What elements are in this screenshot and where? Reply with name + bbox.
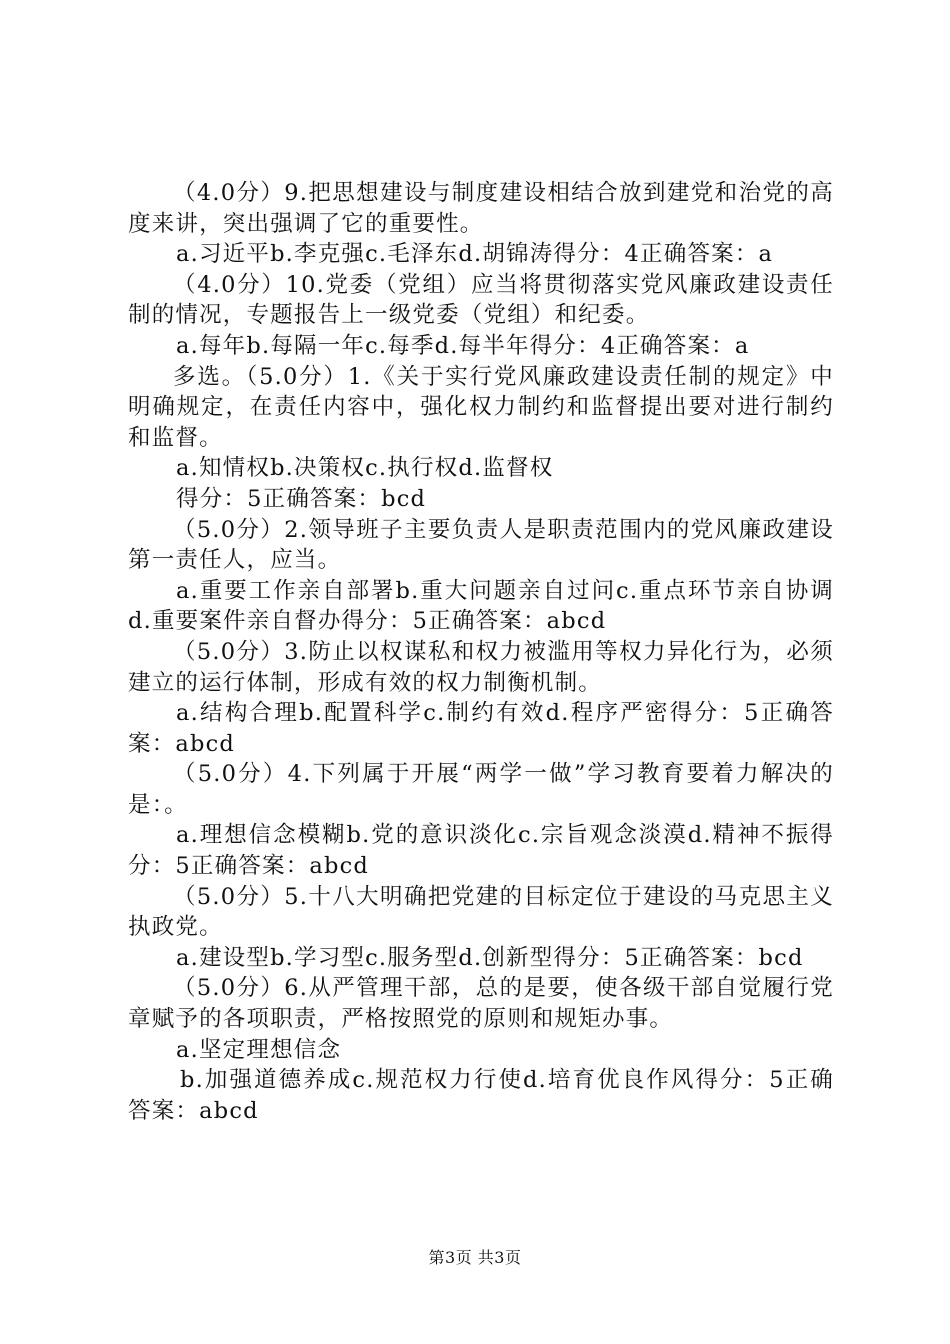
multi-question-2-options-answer: a.重要工作亲自部署b.重大问题亲自过问c.重点环节亲自协调d.重要案件亲自督办得分：5正确答案：abcd — [128, 577, 834, 635]
multi-question-4-options-answer: a.理想信念模糊b.党的意识淡化c.宗旨观念淡漠d.精神不振得分：5正确答案：abcd — [128, 822, 834, 880]
multi-question-1-answer: 得分：5正确答案：bcd — [176, 485, 427, 512]
page-number-footer: 第3页 共3页 — [428, 1248, 522, 1267]
document-body — [128, 178, 834, 1126]
multi-question-4: （5.0分）4.下列属于开展“两学一做”学习教育要着力解决的是：。 — [128, 761, 834, 818]
multi-question-6: （5.0分）6.从严管理干部，总的是要，使各级干部自觉履行党章赋予的各项职责，严格按照党的原则和规矩办事。 — [128, 975, 834, 1033]
multi-question-5-options-answer: a.建设型b.学习型c.服务型d.创新型得分：5正确答案：bcd — [176, 944, 804, 971]
question-9-options-answer: a.习近平b.李克强c.毛泽东d.胡锦涛得分：4正确答案：a — [176, 241, 774, 268]
multi-question-1: 多选。（5.0分）1.《关于实行党风廉政建设责任制的规定》中明确规定，在责任内容中，强化权力制约和监督提出要对进行制约和监督。 — [128, 363, 834, 451]
question-10-options-answer: a.每年b.每隔一年c.每季d.每半年得分：4正确答案：a — [176, 332, 750, 359]
multi-question-3-options-answer: a.结构合理b.配置科学c.制约有效d.程序严密得分：5正确答案：abcd — [128, 700, 834, 757]
multi-question-5: （5.0分）5.十八大明确把党建的目标定位于建设的马克思主义执政党。 — [128, 883, 834, 941]
question-9: （4.0分）9.把思想建设与制度建设相结合放到建党和治党的高度来讲，突出强调了它的重要性。 — [128, 180, 834, 237]
multi-question-3: （5.0分）3.防止以权谋私和权力被滥用等权力异化行为，必须建立的运行体制，形成有效的权力制衡机制。 — [128, 638, 834, 696]
multi-question-6-option-a: a.坚定理想信念 — [176, 1036, 342, 1063]
question-10: （4.0分）10.党委（党组）应当将贯彻落实党风廉政建设责任制的情况，专题报告上一级党委（党组）和纪委。 — [128, 271, 834, 329]
multi-question-6-options-answer: b.加强道德养成c.规范权力行使d.培育优良作风得分：5正确答案：abcd — [128, 1067, 834, 1124]
multi-question-2: （5.0分）2.领导班子主要负责人是职责范围内的党风廉政建设第一责任人，应当。 — [128, 516, 834, 574]
multi-question-1-options: a.知情权b.决策权c.执行权d.监督权 — [176, 455, 554, 482]
